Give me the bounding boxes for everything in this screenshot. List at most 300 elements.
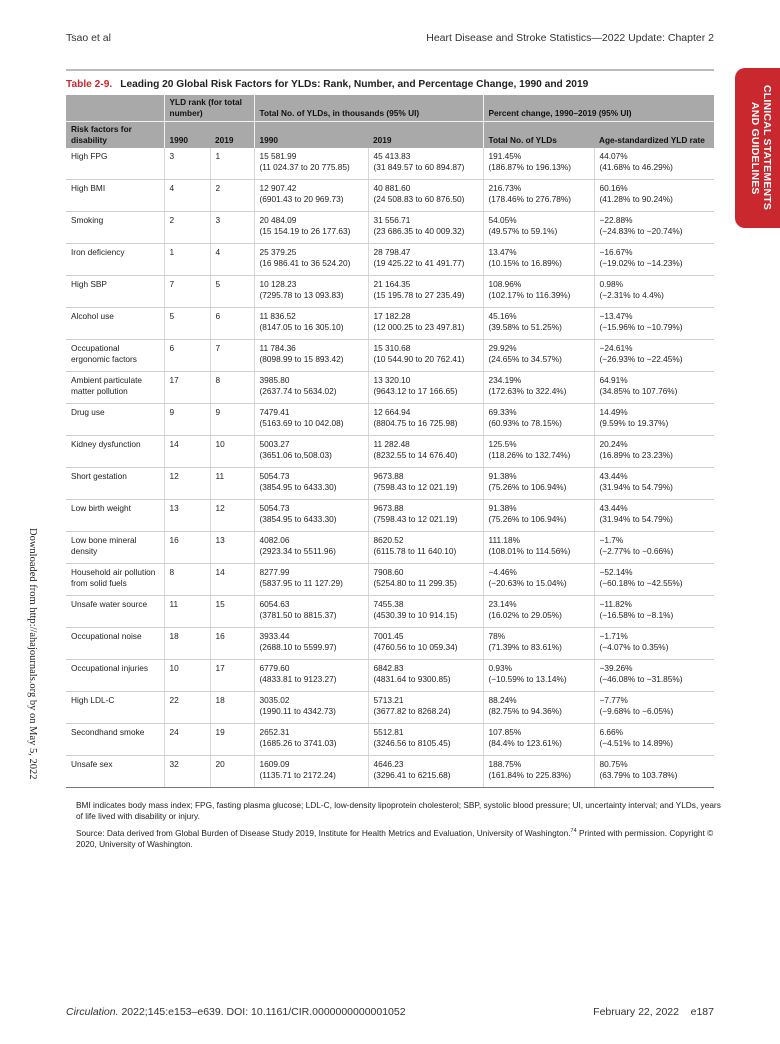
cell-risk-factor-value: Short gestation bbox=[71, 471, 127, 481]
table-row bbox=[66, 468, 714, 500]
cell-total-1990-value: 25 379.25 bbox=[259, 247, 297, 257]
cell-risk-factor bbox=[66, 340, 164, 372]
cell-pct-total-interval: (75.26% to 106.94%) bbox=[488, 482, 567, 492]
cell-rank-1990-value: 13 bbox=[169, 503, 179, 513]
cell-total-2019-value: 21 164.35 bbox=[373, 279, 411, 289]
cell-total-1990-value: 3933.44 bbox=[259, 631, 290, 641]
table-row bbox=[66, 372, 714, 404]
cell-pct-total-value: 191.45% bbox=[488, 151, 522, 161]
cell-total-1990-interval: (5837.95 to 11 127.29) bbox=[259, 578, 343, 588]
cell-pct-age-value: −39.26% bbox=[599, 663, 633, 673]
cell-pct-total-value: 45.16% bbox=[488, 311, 517, 321]
header-group-total: Total No. of YLDs, in thousands (95% UI) bbox=[254, 95, 483, 122]
cell-total-2019-interval: (4530.39 to 10 914.15) bbox=[373, 610, 458, 620]
cell-total-2019-value: 12 664.94 bbox=[373, 407, 411, 417]
cell-pct-total-interval: (71.39% to 83.61%) bbox=[488, 642, 562, 652]
cell-total-1990-interval: (1685.26 to 3741.03) bbox=[259, 738, 337, 748]
column-header-pct-total: Total No. of YLDs bbox=[483, 122, 594, 149]
cell-pct-age bbox=[594, 436, 714, 468]
cell-rank-1990 bbox=[164, 724, 210, 756]
cell-total-2019 bbox=[368, 148, 483, 180]
cell-total-2019-interval: (8232.55 to 14 676.40) bbox=[373, 450, 458, 460]
column-header-total-1990: 1990 bbox=[254, 122, 368, 149]
cell-total-2019-interval: (6115.78 to 11 640.10) bbox=[373, 546, 457, 556]
cell-rank-2019 bbox=[210, 756, 254, 788]
cell-rank-2019 bbox=[210, 212, 254, 244]
cell-total-2019-interval: (9643.12 to 17 166.65) bbox=[373, 386, 458, 396]
cell-rank-2019 bbox=[210, 404, 254, 436]
cell-total-2019-interval: (19 425.22 to 41 491.77) bbox=[373, 258, 465, 268]
cell-rank-2019 bbox=[210, 532, 254, 564]
cell-rank-1990 bbox=[164, 180, 210, 212]
cell-pct-age-value: −7.77% bbox=[599, 695, 628, 705]
cell-total-2019 bbox=[368, 660, 483, 692]
cell-pct-age bbox=[594, 404, 714, 436]
cell-pct-age-value: −11.82% bbox=[599, 599, 632, 609]
cell-risk-factor-value: Household air pollution from solid fuels bbox=[71, 567, 156, 588]
cell-pct-total bbox=[483, 500, 594, 532]
cell-pct-age bbox=[594, 692, 714, 724]
cell-total-1990-value: 2652.31 bbox=[259, 727, 290, 737]
cell-pct-total-value: 88.24% bbox=[488, 695, 517, 705]
cell-total-1990 bbox=[254, 308, 368, 340]
cell-total-1990 bbox=[254, 436, 368, 468]
cell-pct-age-interval: (31.94% to 54.79%) bbox=[599, 514, 673, 524]
cell-pct-total bbox=[483, 372, 594, 404]
cell-rank-2019-value: 14 bbox=[215, 567, 225, 577]
cell-pct-age-value: 43.44% bbox=[599, 503, 628, 513]
cell-total-1990 bbox=[254, 500, 368, 532]
table-row bbox=[66, 340, 714, 372]
cell-total-2019 bbox=[368, 276, 483, 308]
cell-risk-factor-value: Alcohol use bbox=[71, 311, 114, 321]
cell-total-2019-value: 7001.45 bbox=[373, 631, 404, 641]
cell-pct-total-value: 107.85% bbox=[488, 727, 522, 737]
cell-total-2019-interval: (7598.43 to 12 021.19) bbox=[373, 482, 458, 492]
cell-total-1990-interval: (3854.95 to 6433.30) bbox=[259, 482, 337, 492]
cell-risk-factor bbox=[66, 468, 164, 500]
footer-doi: 2022;145:e153–e639. DOI: 10.1161/CIR.0000000000001052 bbox=[118, 1006, 406, 1018]
cell-rank-2019-value: 8 bbox=[215, 375, 221, 385]
cell-pct-age bbox=[594, 660, 714, 692]
cell-pct-total-interval: (75.26% to 106.94%) bbox=[488, 514, 567, 524]
header-group-blank bbox=[66, 95, 164, 122]
cell-risk-factor bbox=[66, 660, 164, 692]
cell-total-1990-interval: (2637.74 to 5634.02) bbox=[259, 386, 337, 396]
cell-rank-1990-value: 5 bbox=[169, 311, 175, 321]
cell-total-2019 bbox=[368, 404, 483, 436]
cell-total-2019-value: 15 310.68 bbox=[373, 343, 411, 353]
cell-rank-2019 bbox=[210, 148, 254, 180]
header-rule bbox=[66, 69, 714, 71]
cell-total-1990-value: 15 581.99 bbox=[259, 151, 297, 161]
cell-risk-factor bbox=[66, 276, 164, 308]
cell-total-2019 bbox=[368, 692, 483, 724]
cell-pct-age-value: −1.7% bbox=[599, 535, 624, 545]
cell-pct-total bbox=[483, 660, 594, 692]
table-row bbox=[66, 564, 714, 596]
cell-total-2019-interval: (23 686.35 to 40 009.32) bbox=[373, 226, 465, 236]
cell-rank-2019-value: 11 bbox=[215, 471, 225, 481]
cell-total-2019-value: 31 556.71 bbox=[373, 215, 411, 225]
cell-total-2019-interval: (31 849.57 to 60 894.87) bbox=[373, 162, 465, 172]
cell-total-2019 bbox=[368, 596, 483, 628]
cell-total-1990 bbox=[254, 404, 368, 436]
cell-rank-2019 bbox=[210, 244, 254, 276]
cell-total-1990-value: 5003.27 bbox=[259, 439, 290, 449]
cell-rank-1990-value: 4 bbox=[169, 183, 175, 193]
cell-pct-age-value: 20.24% bbox=[599, 439, 628, 449]
cell-pct-age-value: −13.47% bbox=[599, 311, 633, 321]
table-row bbox=[66, 308, 714, 340]
cell-pct-total-interval: (10.15% to 16.89%) bbox=[488, 258, 562, 268]
cell-total-1990-value: 10 128.23 bbox=[259, 279, 297, 289]
cell-total-1990-value: 20 484.09 bbox=[259, 215, 297, 225]
cell-pct-age-interval: (−9.68% to −6.05%) bbox=[599, 706, 674, 716]
cell-rank-1990-value: 32 bbox=[169, 759, 179, 769]
cell-pct-age-interval: (−15.96% to −10.79%) bbox=[599, 322, 683, 332]
cell-total-1990 bbox=[254, 180, 368, 212]
footer-date-page: February 22, 2022 e187 bbox=[593, 1006, 714, 1018]
footnote-permission: Printed with permission. Copyright © 2020, University of Washington. bbox=[76, 827, 714, 849]
cell-pct-age-interval: (34.85% to 107.76%) bbox=[599, 386, 678, 396]
cell-pct-total-interval: (186.87% to 196.13%) bbox=[488, 162, 572, 172]
cell-pct-age bbox=[594, 212, 714, 244]
cell-pct-total-value: 91.38% bbox=[488, 471, 517, 481]
cell-risk-factor bbox=[66, 628, 164, 660]
cell-pct-total-interval: (16.02% to 29.05%) bbox=[488, 610, 562, 620]
table-row bbox=[66, 756, 714, 788]
cell-pct-total bbox=[483, 308, 594, 340]
cell-pct-age-interval: (−2.77% to −0.66%) bbox=[599, 546, 674, 556]
cell-pct-age-interval: (−46.08% to −31.85%) bbox=[599, 674, 683, 684]
cell-pct-age bbox=[594, 564, 714, 596]
cell-rank-2019 bbox=[210, 500, 254, 532]
cell-pct-total-interval: (118.26% to 132.74%) bbox=[488, 450, 571, 460]
cell-risk-factor bbox=[66, 724, 164, 756]
cell-total-1990 bbox=[254, 692, 368, 724]
table-row bbox=[66, 244, 714, 276]
cell-pct-age bbox=[594, 276, 714, 308]
cell-pct-total-value: 23.14% bbox=[488, 599, 517, 609]
cell-rank-2019 bbox=[210, 596, 254, 628]
cell-total-2019-value: 5512.81 bbox=[373, 727, 404, 737]
cell-pct-total bbox=[483, 148, 594, 180]
footnote-reference: 74 bbox=[570, 828, 577, 834]
cell-risk-factor-value: High FPG bbox=[71, 151, 108, 161]
cell-total-1990 bbox=[254, 756, 368, 788]
cell-pct-total-interval: (39.58% to 51.25%) bbox=[488, 322, 562, 332]
cell-pct-total-value: 125.5% bbox=[488, 439, 517, 449]
cell-rank-1990-value: 10 bbox=[169, 663, 179, 673]
cell-pct-age bbox=[594, 756, 714, 788]
cell-rank-1990-value: 22 bbox=[169, 695, 179, 705]
cell-pct-total-interval: (178.46% to 276.78%) bbox=[488, 194, 572, 204]
cell-pct-total-value: 13.47% bbox=[488, 247, 517, 257]
cell-total-2019-interval: (4760.56 to 10 059.34) bbox=[373, 642, 458, 652]
cell-rank-1990 bbox=[164, 308, 210, 340]
cell-pct-total bbox=[483, 276, 594, 308]
cell-rank-1990-value: 11 bbox=[169, 599, 179, 609]
cell-rank-1990 bbox=[164, 596, 210, 628]
cell-rank-2019 bbox=[210, 660, 254, 692]
cell-total-1990 bbox=[254, 244, 368, 276]
cell-rank-2019 bbox=[210, 628, 254, 660]
cell-total-2019 bbox=[368, 340, 483, 372]
cell-pct-age-interval: (−24.83% to −20.74%) bbox=[599, 226, 683, 236]
cell-rank-1990-value: 8 bbox=[169, 567, 175, 577]
running-header-title: Heart Disease and Stroke Statistics—2022 Update: Chapter 2 bbox=[426, 32, 714, 44]
cell-rank-1990-value: 16 bbox=[169, 535, 179, 545]
cell-total-1990 bbox=[254, 564, 368, 596]
cell-rank-1990 bbox=[164, 500, 210, 532]
cell-pct-age-interval: (−16.58% to −8.1%) bbox=[599, 610, 674, 620]
cell-total-2019 bbox=[368, 212, 483, 244]
cell-pct-total-value: 108.96% bbox=[488, 279, 522, 289]
footer-citation bbox=[66, 1006, 406, 1018]
cell-pct-total bbox=[483, 724, 594, 756]
cell-risk-factor-value: Low bone mineral density bbox=[71, 535, 137, 556]
cell-rank-1990 bbox=[164, 756, 210, 788]
cell-risk-factor bbox=[66, 372, 164, 404]
cell-pct-age bbox=[594, 628, 714, 660]
cell-total-1990-interval: (16 986.41 to 36 524.20) bbox=[259, 258, 351, 268]
column-header-rank-2019: 2019 bbox=[210, 122, 254, 149]
cell-total-1990-interval: (15 154.19 to 26 177.63) bbox=[259, 226, 351, 236]
cell-pct-age-value: 0.98% bbox=[599, 279, 624, 289]
cell-total-1990-value: 7479.41 bbox=[259, 407, 290, 417]
cell-total-1990 bbox=[254, 532, 368, 564]
cell-pct-total-interval: (24.65% to 34.57%) bbox=[488, 354, 562, 364]
header-group-percent: Percent change, 1990–2019 (95% UI) bbox=[483, 95, 714, 122]
cell-pct-total-interval: (172.63% to 322.4%) bbox=[488, 386, 567, 396]
cell-total-2019 bbox=[368, 436, 483, 468]
cell-pct-total bbox=[483, 468, 594, 500]
cell-risk-factor-value: High SBP bbox=[71, 279, 107, 289]
cell-rank-2019 bbox=[210, 436, 254, 468]
cell-total-2019-interval: (3677.82 to 8268.24) bbox=[373, 706, 451, 716]
cell-total-1990 bbox=[254, 724, 368, 756]
cell-pct-age-interval: (−4.07% to 0.35%) bbox=[599, 642, 669, 652]
cell-pct-age-value: −22.88% bbox=[599, 215, 633, 225]
cell-pct-age bbox=[594, 532, 714, 564]
column-header-risk-factor: Risk factors for disability bbox=[66, 122, 164, 149]
cell-total-1990 bbox=[254, 372, 368, 404]
table-row bbox=[66, 500, 714, 532]
cell-rank-1990-value: 7 bbox=[169, 279, 175, 289]
section-tab-label: CLINICAL STATEMENTS AND GUIDELINES bbox=[749, 85, 773, 211]
cell-rank-2019-value: 9 bbox=[215, 407, 221, 417]
cell-rank-1990 bbox=[164, 660, 210, 692]
cell-total-1990-interval: (2688.10 to 5599.97) bbox=[259, 642, 337, 652]
cell-rank-1990-value: 18 bbox=[169, 631, 179, 641]
cell-total-1990-value: 5054.73 bbox=[259, 471, 290, 481]
cell-total-1990-interval: (3854.95 to 6433.30) bbox=[259, 514, 337, 524]
cell-pct-total-interval: (84.4% to 123.61%) bbox=[488, 738, 562, 748]
cell-rank-1990 bbox=[164, 244, 210, 276]
cell-rank-2019-value: 1 bbox=[215, 151, 221, 161]
cell-risk-factor bbox=[66, 308, 164, 340]
cell-pct-age-interval: (63.79% to 103.78%) bbox=[599, 770, 678, 780]
cell-total-2019 bbox=[368, 372, 483, 404]
cell-pct-total-value: 69.33% bbox=[488, 407, 517, 417]
cell-total-1990 bbox=[254, 660, 368, 692]
cell-pct-age-value: 44.07% bbox=[599, 151, 628, 161]
cell-pct-age-interval: (−2.31% to 4.4%) bbox=[599, 290, 664, 300]
cell-total-2019-value: 40 881.60 bbox=[373, 183, 411, 193]
cell-total-1990-interval: (4833.81 to 9123.27) bbox=[259, 674, 337, 684]
cell-pct-total-interval: (−10.59% to 13.14%) bbox=[488, 674, 567, 684]
cell-pct-age-interval: (9.59% to 19.37%) bbox=[599, 418, 669, 428]
cell-pct-age-value: −16.67% bbox=[599, 247, 633, 257]
cell-rank-2019-value: 13 bbox=[215, 535, 225, 545]
cell-pct-age bbox=[594, 372, 714, 404]
cell-total-2019 bbox=[368, 308, 483, 340]
cell-risk-factor bbox=[66, 532, 164, 564]
footer-journal: Circulation. bbox=[66, 1006, 119, 1018]
header-group-rank: YLD rank (for total number) bbox=[164, 95, 254, 122]
cell-risk-factor bbox=[66, 436, 164, 468]
cell-pct-total-interval: (82.75% to 94.36%) bbox=[488, 706, 562, 716]
cell-rank-2019-value: 17 bbox=[215, 663, 225, 673]
cell-total-1990-value: 5054.73 bbox=[259, 503, 290, 513]
cell-pct-total-interval: (161.84% to 225.83%) bbox=[488, 770, 572, 780]
cell-total-1990-value: 11 836.52 bbox=[259, 311, 296, 321]
cell-risk-factor-value: Smoking bbox=[71, 215, 104, 225]
cell-pct-total bbox=[483, 244, 594, 276]
cell-rank-2019-value: 16 bbox=[215, 631, 225, 641]
cell-rank-2019-value: 12 bbox=[215, 503, 225, 513]
cell-total-1990-value: 8277.99 bbox=[259, 567, 290, 577]
cell-rank-1990 bbox=[164, 276, 210, 308]
cell-total-2019 bbox=[368, 724, 483, 756]
footnote-source-text: Source: Data derived from Global Burden of Disease Study 2019, Institute for Health Metrics and Evaluation, University of Washington. bbox=[76, 827, 571, 838]
cell-total-2019 bbox=[368, 628, 483, 660]
cell-rank-2019-value: 2 bbox=[215, 183, 221, 193]
cell-pct-total bbox=[483, 692, 594, 724]
cell-rank-1990-value: 3 bbox=[169, 151, 175, 161]
cell-rank-2019-value: 18 bbox=[215, 695, 225, 705]
cell-pct-age bbox=[594, 724, 714, 756]
table-row bbox=[66, 404, 714, 436]
cell-pct-age bbox=[594, 468, 714, 500]
cell-total-2019 bbox=[368, 244, 483, 276]
cell-risk-factor-value: Secondhand smoke bbox=[71, 727, 145, 737]
cell-pct-age bbox=[594, 148, 714, 180]
cell-risk-factor-value: Occupational noise bbox=[71, 631, 142, 641]
section-tab bbox=[735, 68, 780, 228]
cell-pct-total-value: 216.73% bbox=[488, 183, 522, 193]
cell-risk-factor-value: Kidney dysfunction bbox=[71, 439, 141, 449]
cell-pct-age-interval: (−60.18% to −42.55%) bbox=[599, 578, 683, 588]
cell-total-2019-interval: (4831.64 to 9300.85) bbox=[373, 674, 451, 684]
cell-total-2019 bbox=[368, 500, 483, 532]
cell-pct-age-interval: (31.94% to 54.79%) bbox=[599, 482, 673, 492]
cell-total-1990-value: 3035.02 bbox=[259, 695, 290, 705]
table-caption bbox=[66, 79, 714, 90]
footnote-abbreviations: BMI indicates body mass index; FPG, fasting plasma glucose; LDL-C, low-density lipoprotein cholesterol; SBP, systolic blood pressure; UI, uncertainty interval; and YLDs, years of life lived with disability or injury. bbox=[76, 800, 721, 821]
cell-rank-1990-value: 12 bbox=[169, 471, 179, 481]
cell-risk-factor bbox=[66, 756, 164, 788]
cell-risk-factor-value: Drug use bbox=[71, 407, 105, 417]
cell-total-1990-interval: (1990.11 to 4342.73) bbox=[259, 706, 336, 716]
table-row bbox=[66, 212, 714, 244]
cell-rank-1990 bbox=[164, 148, 210, 180]
cell-rank-2019-value: 20 bbox=[215, 759, 225, 769]
cell-total-2019-value: 11 282.48 bbox=[373, 439, 410, 449]
cell-pct-age-value: −52.14% bbox=[599, 567, 633, 577]
table-row bbox=[66, 692, 714, 724]
cell-rank-1990 bbox=[164, 404, 210, 436]
cell-total-2019-interval: (5254.80 to 11 299.35) bbox=[373, 578, 457, 588]
cell-total-2019-value: 7455.38 bbox=[373, 599, 404, 609]
cell-pct-total bbox=[483, 532, 594, 564]
cell-total-2019-value: 8620.52 bbox=[373, 535, 404, 545]
cell-total-1990-interval: (11 024.37 to 20 775.85) bbox=[259, 162, 350, 172]
table-row bbox=[66, 148, 714, 180]
cell-rank-1990-value: 14 bbox=[169, 439, 179, 449]
column-header-rank-1990: 1990 bbox=[164, 122, 210, 149]
cell-risk-factor bbox=[66, 500, 164, 532]
cell-rank-2019 bbox=[210, 564, 254, 596]
cell-rank-2019 bbox=[210, 276, 254, 308]
cell-pct-total-interval: (108.01% to 114.56%) bbox=[488, 546, 571, 556]
cell-total-2019-interval: (3246.56 to 8105.45) bbox=[373, 738, 451, 748]
cell-total-2019-value: 17 182.28 bbox=[373, 311, 411, 321]
cell-total-2019 bbox=[368, 468, 483, 500]
cell-risk-factor bbox=[66, 212, 164, 244]
cell-pct-total bbox=[483, 340, 594, 372]
cell-pct-age-value: 64.91% bbox=[599, 375, 628, 385]
cell-total-1990 bbox=[254, 340, 368, 372]
cell-rank-1990 bbox=[164, 628, 210, 660]
cell-rank-2019-value: 7 bbox=[215, 343, 221, 353]
cell-pct-total bbox=[483, 564, 594, 596]
cell-total-2019-value: 7908.60 bbox=[373, 567, 404, 577]
running-header-authors: Tsao et al bbox=[66, 32, 111, 44]
cell-rank-2019-value: 6 bbox=[215, 311, 221, 321]
cell-rank-2019 bbox=[210, 308, 254, 340]
cell-risk-factor bbox=[66, 244, 164, 276]
cell-pct-total-interval: (60.93% to 78.15%) bbox=[488, 418, 562, 428]
cell-pct-age-value: 14.49% bbox=[599, 407, 628, 417]
table-row bbox=[66, 436, 714, 468]
cell-rank-2019 bbox=[210, 724, 254, 756]
cell-pct-age-value: 60.16% bbox=[599, 183, 628, 193]
cell-total-1990 bbox=[254, 468, 368, 500]
cell-risk-factor-value: Low birth weight bbox=[71, 503, 131, 513]
cell-total-2019 bbox=[368, 180, 483, 212]
cell-total-1990-interval: (3781.50 to 8815.37) bbox=[259, 610, 337, 620]
cell-risk-factor bbox=[66, 564, 164, 596]
cell-risk-factor-value: Unsafe water source bbox=[71, 599, 148, 609]
cell-total-2019-value: 5713.21 bbox=[373, 695, 404, 705]
cell-total-1990-interval: (6901.43 to 20 969.73) bbox=[259, 194, 344, 204]
cell-rank-2019 bbox=[210, 340, 254, 372]
download-watermark: Downloaded from http://ahajournals.org by on May 5, 2022 bbox=[27, 528, 38, 780]
cell-pct-total bbox=[483, 180, 594, 212]
cell-pct-total-value: 188.75% bbox=[488, 759, 522, 769]
cell-pct-total-value: −4.46% bbox=[488, 567, 517, 577]
cell-rank-1990 bbox=[164, 564, 210, 596]
cell-risk-factor-value: High BMI bbox=[71, 183, 106, 193]
cell-rank-1990-value: 2 bbox=[169, 215, 175, 225]
cell-total-2019-value: 9673.88 bbox=[373, 503, 404, 513]
cell-pct-age-interval: (−26.93% to −22.45%) bbox=[599, 354, 683, 364]
cell-pct-total bbox=[483, 596, 594, 628]
footnote-source bbox=[66, 826, 724, 850]
cell-pct-total-value: 111.18% bbox=[488, 535, 521, 545]
